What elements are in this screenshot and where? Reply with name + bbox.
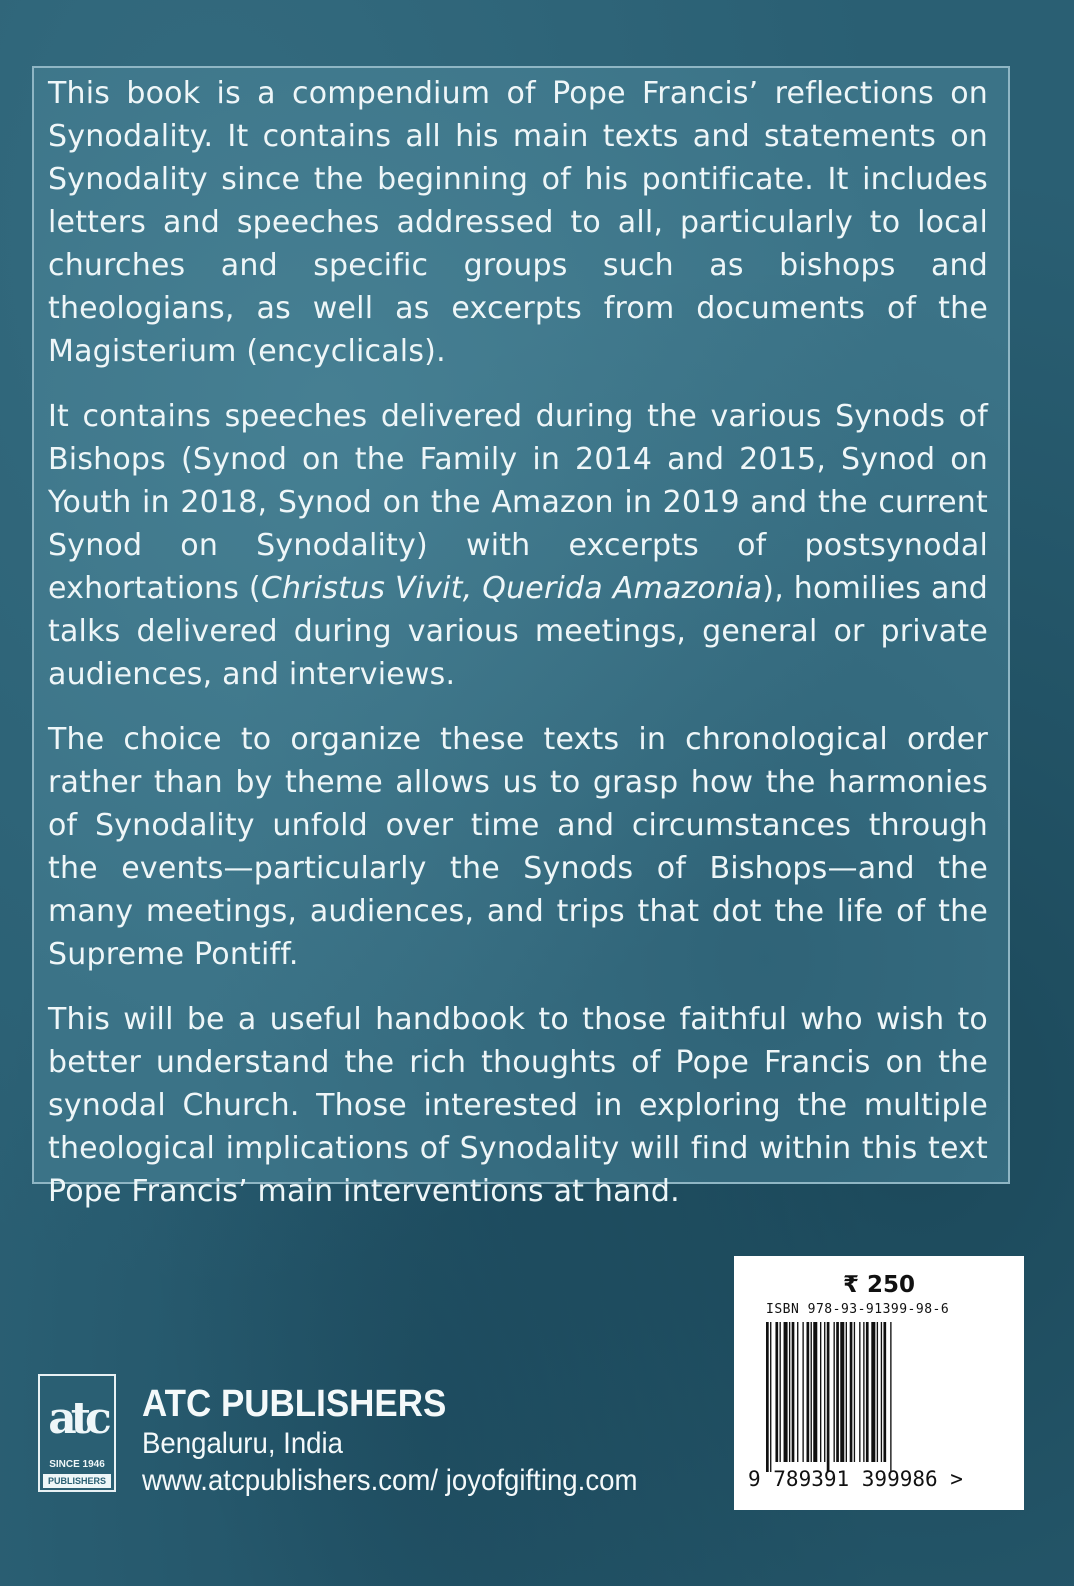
barcode-bar: [850, 1322, 853, 1462]
barcode-bar: [780, 1322, 781, 1462]
barcode-bar: [792, 1322, 795, 1462]
barcode-bar: [846, 1322, 847, 1462]
barcode-bar: [890, 1322, 891, 1472]
blurb-paragraph-2: [48, 395, 988, 696]
exhortation-titles: Christus Vivit, Querida Amazonia: [260, 571, 763, 606]
publisher-name: ATC PUBLISHERS: [142, 1383, 447, 1425]
price: ₹ 250: [842, 1272, 916, 1298]
barcode-bar: [836, 1322, 839, 1462]
barcode-bar: [789, 1322, 790, 1462]
barcode-bar: [840, 1322, 844, 1462]
logo-publishers-text: PUBLISHERS: [43, 1474, 111, 1488]
barcode-bar: [871, 1322, 875, 1462]
publisher-block: [38, 1372, 738, 1502]
barcode-bar: [807, 1322, 810, 1462]
barcode-bar: [883, 1322, 886, 1462]
barcode-bar: [797, 1322, 798, 1462]
barcode-bar: [811, 1322, 812, 1462]
logo-mark: atc: [48, 1393, 106, 1444]
barcode-bar: [813, 1322, 817, 1462]
barcode-bar: [881, 1322, 882, 1462]
barcode-bar: [824, 1322, 825, 1462]
blurb-paragraph-2-end: ), homilies and talks delivered during various meetings, general or private audiences, and interviews.: [48, 571, 989, 692]
barcode-bar: [859, 1322, 860, 1462]
blurb-paragraph-2-start: It contains speeches delivered during the various Synods of Bishops (Synod on the Family in 2014 and 2015, Synod on Youth in 2018, Synod on the Amazon in 2019 and the current Synod on Synodality) with excerpts of postsynodal exhortations (: [48, 399, 988, 606]
blurb-paragraph-3: The choice to organize these texts in chronological order rather than by theme allows us to grasp how the harmonies of Synodality unfold over time and circumstances through the events—particularly the Synods of Bishops—and the many meetings, audiences, and trips that dot the life of the Supreme Pontiff.: [48, 722, 988, 972]
barcode-bar: [775, 1322, 778, 1462]
publisher-website[interactable]: www.atcpublishers.com/ joyofgifting.com: [142, 1464, 638, 1497]
barcode-bar: [854, 1322, 855, 1462]
isbn-number: ISBN 978-93-91399-98-6: [766, 1302, 950, 1317]
blurb-paragraph-4: This will be a useful handbook to those faithful who wish to better understand the rich thoughts of Pope Francis on the synodal Church. Those interested in exploring the multiple theological implications of Synodality will find within this text Pope Francis’ main interventions at hand.: [48, 1002, 988, 1209]
blurb-paragraph-1: This book is a compendium of Pope Francis’ reflections on Synodality. It contains all his main texts and statements on Synodality since the beginning of his pontificate. It includes letters and speeches addressed to all, particularly to local churches and specific groups such as bishops and theologians, as well as excerpts from documents of the Magisterium (encyclicals).: [48, 76, 988, 369]
barcode-bar: [766, 1322, 769, 1472]
barcode-bar: [802, 1322, 803, 1462]
barcode-icon: [766, 1322, 988, 1472]
blurb-text: [48, 72, 988, 1235]
logo-since-text: SINCE 1946: [49, 1459, 105, 1470]
barcode-bar: [827, 1322, 830, 1472]
publisher-city: Bengaluru, India: [142, 1427, 344, 1460]
barcode-label: [734, 1256, 1024, 1510]
barcode-bar: [863, 1322, 864, 1462]
barcode-bar: [866, 1322, 869, 1462]
barcode-bar: [820, 1322, 821, 1462]
barcode-bar: [784, 1322, 788, 1462]
publisher-logo: [38, 1374, 116, 1492]
barcode-bar: [834, 1322, 835, 1462]
barcode-bar: [877, 1322, 878, 1462]
barcode-bar: [770, 1322, 771, 1472]
ean-digits: 9 789391 399986 >: [748, 1467, 963, 1491]
